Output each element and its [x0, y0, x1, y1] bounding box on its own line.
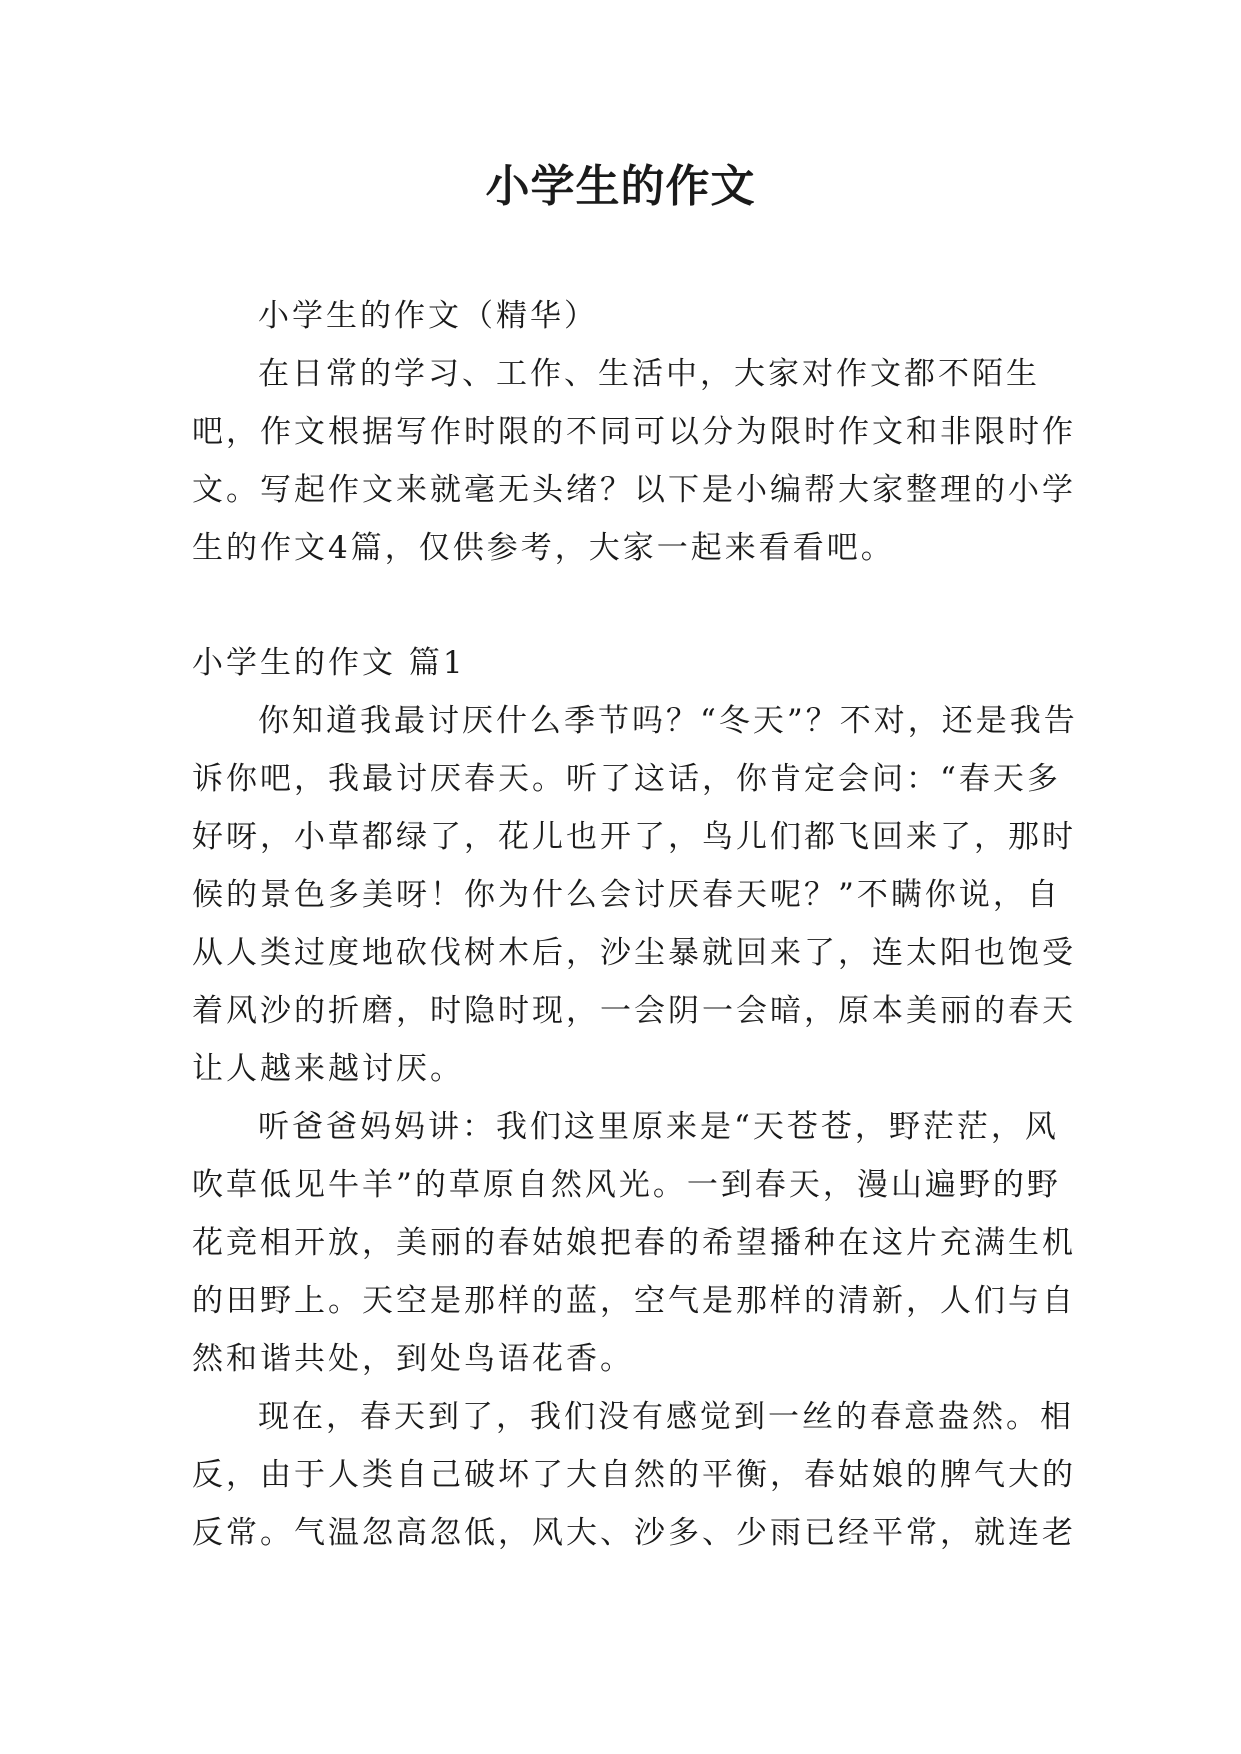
- essay-paragraph-2: 听爸爸妈妈讲：我们这里原来是“天苍苍，野茫茫，风吹草低见牛羊”的草原自然风光。一到春天，漫山遍野的野花竞相开放，美丽的春姑娘把春的希望播种在这片充满生机的田野上。天空是那样的蓝，空气是那样的清新，人们与自然和谐共处，到处鸟语花香。: [192, 1109, 1076, 1377]
- document-title: 小学生的作文: [485, 161, 756, 212]
- intro-section: [192, 287, 1082, 577]
- essay-paragraph-1: 你知道我最讨厌什么季节吗？“冬天”？不对，还是我告诉你吧，我最讨厌春天。听了这话，你肯定会问：“春天多好呀，小草都绿了，花儿也开了，鸟儿们都飞回来了，那时候的景色多美呀！你为什么会讨厌春天呢？”不瞒你说，自从人类过度地砍伐树木后，沙尘暴就回来了，连太阳也饱受着风沙的折磨，时隐时现，一会阴一会暗，原本美丽的春天让人越来越讨厌。: [192, 703, 1078, 1087]
- essay-section-1: [192, 634, 1082, 1562]
- intro-subtitle: 小学生的作文（精华）: [258, 298, 598, 334]
- section-heading: 小学生的作文 篇1: [192, 645, 466, 681]
- intro-paragraph: 在日常的学习、工作、生活中，大家对作文都不陌生吧，作文根据写作时限的不同可以分为限时作文和非限时作文。写起作文来就毫无头绪？以下是小编帮大家整理的小学生的作文4篇，仅供参考，大家一起来看看吧。: [192, 356, 1076, 566]
- essay-paragraph-3: 现在，春天到了，我们没有感觉到一丝的春意盎然。相反，由于人类自己破坏了大自然的平衡，春姑娘的脾气大的反常。气温忽高忽低，风大、沙多、少雨已经平常，就连老: [192, 1399, 1076, 1551]
